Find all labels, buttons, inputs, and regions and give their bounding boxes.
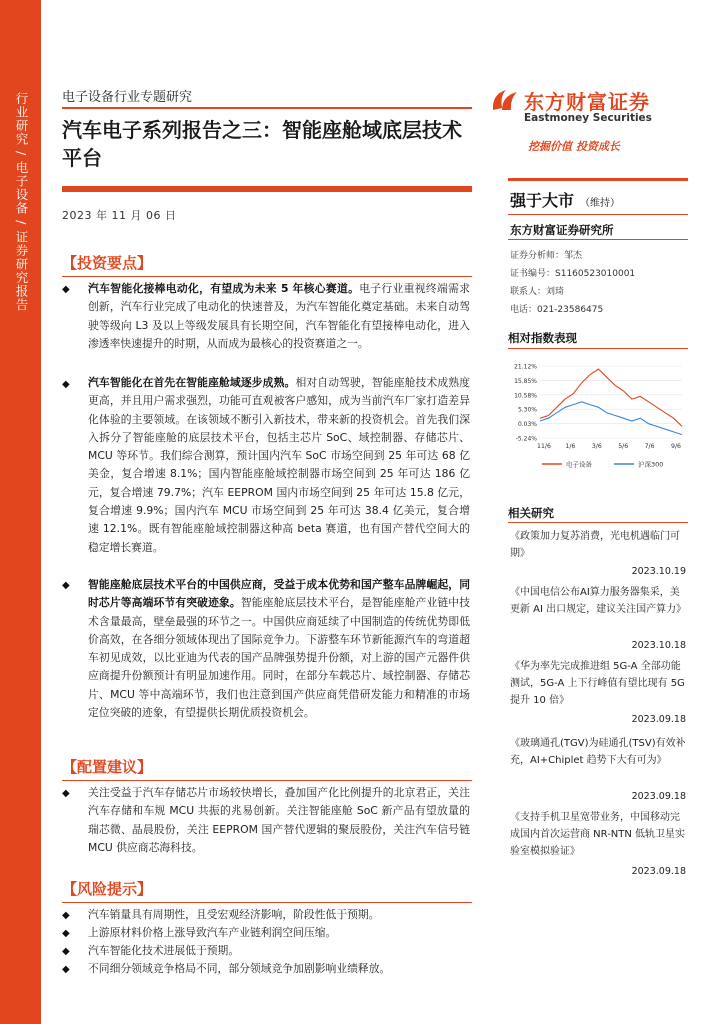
institute-rule [508,239,688,240]
chart-x-tick-label: 7/6 [644,443,655,450]
chart-y-tick-label: 15.85% [514,377,537,385]
chart-series-line [540,369,682,426]
related-item[interactable]: 《华为率先完成推进组 5G-A 全部功能测试，5G-A 上下行峰值有望比现有 5G 提升 10 倍》 [510,661,685,706]
risk-item: 汽车智能化技术进展低于预期。 [88,944,240,957]
invest-point-3-body: 智能座舱底层技术平台，是智能座舱产业链中技术含量最高，壁垒最强的环节之一。中国供应商延续了中国制造的传统优势即低价高效，在各细分领域体现出了国际竞争力。下游整车环节新能源汽车的弯道超车初见成效，以比亚迪为代表的国产品牌强势提升份额，对上游的国产元器件供应商提升份额预计有明显加速作用。同时，在部分车载芯片、域控制器、存储芯片、MCU 等中高端环节，我们也注意到国产供应商凭借研发能力和精准的市场定位突破的迹象，有望提供长期优质投资机会。 [88,596,471,720]
report-date: 2023 年 11 月 06 日 [62,209,177,222]
brand-name-en: Eastmoney Securities [524,112,652,124]
related-item[interactable]: 《中国电信公布AI算力服务器集采，美更新 AI 出口规定，建议关注国产算力》 [510,587,687,615]
related-item[interactable]: 《支持手机卫星宽带业务，中国移动完成国内首次运营商 NR-NTN 低轨卫星实验室模拟验证》 [510,812,686,857]
related-date: 2023.09.18 [631,791,686,802]
chart-y-tick-label: 21.12% [514,363,537,371]
chart-legend-label: 沪深300 [638,460,664,469]
phone: 电话：021-23586475 [510,305,604,315]
related-date: 2023.09.18 [631,714,686,725]
risk-item: 不同细分领域竞争格局不同，部分领域竞争加剧影响业绩释放。 [88,962,391,975]
chart-y-tick-label: -5.24% [515,435,537,443]
invest-point-2-lead: 汽车智能化在首先在智能座舱域逐步成熟。 [88,376,296,389]
related-item[interactable]: 《政策加力复苏消费，光电机遇临门可期》 [510,531,680,559]
invest-point-1-lead: 汽车智能化接棒电动化，有望成为未来 5 年核心赛道。 [88,282,360,295]
report-category: 电子设备行业专题研究 [62,90,193,105]
chart-y-tick-label: 0.03% [517,421,537,429]
invest-point-2-body: 相对自动驾驶，智能座舱技术成熟度更高，并且用户需求强烈，功能可直观被客户感知，成为当前汽车厂家打造差异化体验的主要领域。在该领域不断引入新技术，带来新的投资机会。首先我们深入拆分了智能座舱的底层技术平台，包括主芯片 SoC、域控制器、存储芯片、MCU 等环节。我们综合测算，预计国内汽车 SoC 市场空间到 25 年可达 68 亿美金，复合增速 8.1%；国内智能座舱域控制器市场空间到 25 年可达 186 亿元，复合增速 79.7%；汽车 EEPROM 国内市场空间到 25 年可达 15.8 亿元，复合增速 9.9%；国内汽车 MCU 市场空间到 25 年可达 38.4 亿美元，复合增速 12.1%。既有智能座舱域控制器这种高 beta 赛道，也有国产替代空间大的稳定增长赛道。 [88,376,470,554]
risk-item: 汽车销量具有周期性，且受宏观经济影响，阶段性低于预期。 [88,908,380,921]
chart-x-tick-label: 1/6 [565,443,576,450]
risk-rule [62,902,472,903]
invest-point-1-body: 电子行业重视终端需求创新，汽车行业完成了电动化的快速普及，为汽车智能化奠定基础。未来自动驾驶等级向 L3 及以上等级发展具有长期空间，汽车智能化有望接棒电动化，进入渗透率快速提升的时期，从而成为最核心的投资赛道之一。 [88,282,470,350]
invest-point-2 [88,374,470,557]
chart-x-tick-label: 11/6 [537,443,551,450]
invest-point-3 [88,576,470,722]
rating-top-rule [508,178,688,181]
chart-series-line [540,402,682,435]
bullet-icon: ◆ [62,284,70,295]
bullet-icon: ◆ [62,788,70,799]
bullet-icon: ◆ [62,580,70,591]
related-date: 2023.09.18 [631,866,686,877]
rating-value: 强于大市 [510,191,575,210]
bullet-icon: ◆ [62,910,70,921]
contact-person: 联系人：刘琦 [510,287,565,297]
config-point: 关注受益于汽车存储芯片市场较快增长，叠加国产化比例提升的北京君正，关注汽车存储和车规 MCU 共振的兆易创新。关注智能座舱 SoC 新产品有望放量的瑞芯微、晶晨股份，关注 EEPROM 国产替代逻辑的聚辰股份，关注汽车信号链 MCU 供应商芯海科技。 [88,786,470,854]
bullet-icon: ◆ [62,928,70,939]
invest-heading: 【投资要点】 [62,254,153,272]
chart-rule [508,348,688,349]
relative-index-chart [506,358,690,488]
chart-legend-label: 电子设备 [566,460,592,469]
config-rule [62,780,472,781]
chart-x-tick-label: 5/6 [618,443,629,450]
brand-slogan: 挖掘价值 投资成长 [528,140,620,153]
invest-rule [62,276,472,277]
invest-point-1 [88,280,470,353]
chart-x-tick-label: 3/6 [591,443,602,450]
bullet-icon: ◆ [62,379,70,390]
license-number: 证书编号：S1160523010001 [510,269,636,279]
rating-label [510,188,620,211]
related-title: 相关研究 [508,506,554,520]
brand-logo [490,86,670,126]
analyst: 证券分析师：邹杰 [510,251,583,261]
header-rule [62,107,472,109]
rating-rule [508,214,688,215]
eastmoney-logo-icon [490,86,520,114]
risk-heading: 【风险提示】 [62,880,153,898]
chart-y-tick-label: 5.30% [517,406,537,414]
related-item[interactable]: 《玻璃通孔(TGV)为硅通孔(TSV)有效补充，AI+Chiplet 趋势下大有可为》 [510,738,686,766]
side-band [0,0,41,1024]
config-heading: 【配置建议】 [62,758,153,776]
bullet-icon: ◆ [62,946,70,957]
related-rule [508,522,688,523]
chart-x-tick-label: 9/6 [671,443,681,450]
bullet-icon: ◆ [62,964,70,975]
title-rule [62,186,472,192]
page-title: 汽车电子系列报告之三：智能座舱域底层技术平台 [62,118,462,170]
rating-sub: （维持） [580,198,621,209]
related-date: 2023.10.18 [631,640,686,651]
chart-y-tick-label: 10.58% [514,392,537,400]
invest-point-3-lead: 智能座舱底层技术平台的中国供应商，受益于成本优势和国产整车品牌崛起，同时芯片等高端环节有突破迹象。 [88,578,470,610]
related-date: 2023.10.19 [631,566,686,577]
chart-title: 相对指数表现 [508,331,577,345]
sidebar-label: 行业研究 / 电子设备 / 证券研究报告 [14,92,29,312]
institute-name: 东方财富证券研究所 [510,223,614,237]
risk-item: 上游原材料价格上涨导致汽车产业链利润空间压缩。 [88,926,337,939]
brand-name-cn: 东方财富证券 [524,90,650,114]
